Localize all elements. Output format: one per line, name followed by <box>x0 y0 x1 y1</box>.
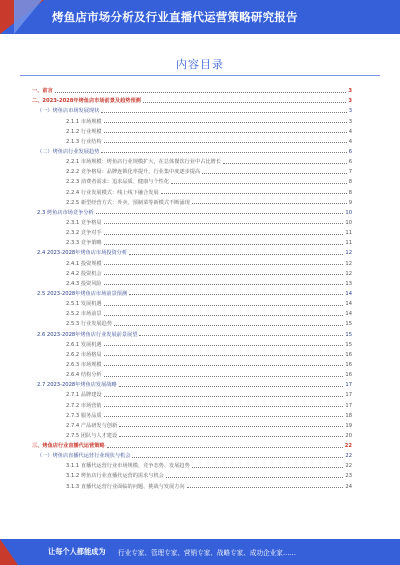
toc-entry[interactable] <box>32 94 352 104</box>
toc-entry[interactable] <box>32 348 352 358</box>
toc-entry-page: 8 <box>348 189 352 196</box>
toc-entry-page: 14 <box>345 311 352 318</box>
toc-entry-title: 2.7.4 产品研发与创新 <box>66 422 118 429</box>
toc-entry-title: 2.7.3 服务品质 <box>66 412 102 419</box>
toc-entry[interactable] <box>32 196 352 206</box>
toc-entry[interactable] <box>32 378 352 388</box>
toc-entry-title: 2.5.3 行业发展趋势 <box>66 321 112 328</box>
toc-entry[interactable] <box>32 84 352 94</box>
toc-leader-dots <box>104 223 344 224</box>
toc-leader-dots <box>129 294 343 295</box>
toc-entry-title: 2.6.1 发展机遇 <box>66 341 102 348</box>
toc-leader-dots <box>104 264 344 265</box>
toc-entry[interactable] <box>32 479 352 489</box>
toc-entry-title: 2.3 烤鱼店市场竞争分析 <box>37 209 94 216</box>
toc-entry-page: 3 <box>348 98 352 105</box>
toc-leader-dots <box>187 487 344 488</box>
toc-entry[interactable] <box>32 297 352 307</box>
toc-entry-page: 13 <box>345 280 352 287</box>
toc-entry[interactable] <box>32 409 352 419</box>
toc-entry-page: 12 <box>345 250 352 257</box>
toc-leader-dots <box>104 234 344 235</box>
toc-entry-title: 2.7.5 团队与人才建设 <box>66 432 118 439</box>
toc-leader-dots <box>104 406 344 407</box>
toc-entry[interactable] <box>32 267 352 277</box>
toc-leader-dots <box>55 92 347 93</box>
toc-entry-page: 24 <box>345 483 352 490</box>
toc-entry[interactable] <box>32 226 352 236</box>
toc-entry-title: 二、2023-2028年烤鱼店市场前景及趋势预测 <box>32 98 141 105</box>
toc-entry[interactable] <box>32 368 352 378</box>
toc-entry-title: 3.1.2 烤鱼店行业直播代运营的需求与机会 <box>66 473 164 480</box>
toc-leader-dots <box>104 355 344 356</box>
toc-entry-title: 2.5 2023-2028年烤鱼店市场前景预测 <box>37 290 128 297</box>
toc-entry-title: 2.3.3 竞争策略 <box>66 240 102 247</box>
toc-leader-dots <box>143 102 347 103</box>
toc-entry-title: 三、烤鱼店行业直播代运营策略 <box>32 443 105 450</box>
toc-leader-dots <box>104 274 344 275</box>
toc-leader-dots <box>161 193 347 194</box>
toc-entry-title: 2.2.5 新型经营方式：外卖、预制菜等新模式不断涌现 <box>66 199 190 206</box>
toc-entry[interactable] <box>32 114 352 124</box>
toc-entry[interactable] <box>32 449 352 459</box>
toc-entry-page: 16 <box>345 351 352 358</box>
toc-entry[interactable] <box>32 104 352 114</box>
toc-entry-page: 14 <box>345 301 352 308</box>
toc-entry-page: 7 <box>348 169 352 176</box>
toc-entry[interactable] <box>32 327 352 337</box>
toc-entry[interactable] <box>32 277 352 287</box>
toc-entry-page: 22 <box>345 453 352 460</box>
toc-entry-title: （一）烤鱼店直播代运营行业现状与机会 <box>37 453 131 460</box>
page-footer <box>0 539 400 565</box>
toc-entry[interactable] <box>32 145 352 155</box>
toc-entry[interactable] <box>32 439 352 449</box>
toc-entry-title: 2.2.3 消费者需求：追求品质、健康与个性化 <box>66 179 170 186</box>
toc-leader-dots <box>104 376 344 377</box>
toc-leader-dots <box>119 386 344 387</box>
toc-entry[interactable] <box>32 358 352 368</box>
toc-entry-page: 17 <box>345 382 352 389</box>
toc-entry-title: 3.1.3 直播代运营行业面临的问题、挑战与发展方向 <box>66 483 185 490</box>
footer-slogan: 让每个人都能成为 <box>48 547 106 556</box>
toc-leader-dots <box>119 426 343 427</box>
toc-entry-page: 11 <box>345 240 352 247</box>
toc-entry[interactable] <box>32 459 352 469</box>
toc-entry-page: 18 <box>345 412 352 419</box>
toc-entry-title: 2.2.2 竞争格局：品牌连锁化率提升，行业集中度逐步提高 <box>66 169 201 176</box>
toc-entry-title: （一）烤鱼店市场发展现状 <box>37 108 100 115</box>
toc-leader-dots <box>101 152 346 153</box>
toc-entry-page: 4 <box>348 138 352 145</box>
toc-entry[interactable] <box>32 256 352 266</box>
toc-entry-page: 16 <box>345 361 352 368</box>
toc-leader-dots <box>166 477 344 478</box>
report-header <box>0 0 400 34</box>
toc-entry[interactable] <box>32 206 352 216</box>
toc-entry[interactable] <box>32 246 352 256</box>
toc-entry-title: 2.2.4 行业发展模式：线上线下融合发展 <box>66 189 159 196</box>
toc-entry-title: 2.7.2 市场营销 <box>66 402 102 409</box>
toc-entry-page: 6 <box>348 159 352 166</box>
toc-entry-title: 2.6.3 市场规模 <box>66 361 102 368</box>
toc-leader-dots <box>104 305 344 306</box>
header-light-accent <box>14 0 42 34</box>
toc-entry-title: （二）烤鱼店行业发展趋势 <box>37 148 100 155</box>
toc-entry-page: 10 <box>345 209 352 216</box>
toc-entry-page: 12 <box>345 270 352 277</box>
toc-leader-dots <box>114 325 343 326</box>
toc-heading: 内容目录 <box>176 58 224 71</box>
toc-entry-page: 11 <box>345 230 352 237</box>
toc-entry-page: 10 <box>345 219 352 226</box>
toc-leader-dots <box>132 457 343 458</box>
toc-entry[interactable] <box>32 429 352 439</box>
toc-entry-page: 15 <box>345 331 352 338</box>
toc-leader-dots <box>104 345 344 346</box>
toc-entry[interactable] <box>32 125 352 135</box>
report-title: 烤鱼店市场分析及行业直播代运营策略研究报告 <box>52 10 298 24</box>
toc-entry-page: 23 <box>345 473 352 480</box>
toc-entry-page: 22 <box>344 443 352 450</box>
toc-entry-page: 6 <box>348 148 352 155</box>
toc-leader-dots <box>101 112 346 113</box>
toc-leader-dots <box>107 447 343 448</box>
toc-entry-page: 3 <box>348 88 352 95</box>
toc-entry-page: 15 <box>345 321 352 328</box>
toc-entry-title: 一、前言 <box>32 88 53 95</box>
toc-entry[interactable] <box>32 388 352 398</box>
toc-entry-page: 3 <box>348 108 352 115</box>
toc-entry[interactable] <box>32 338 352 348</box>
toc-divider <box>20 75 380 76</box>
toc-leader-dots <box>104 132 347 133</box>
toc-entry-title: 2.4 2023-2028年烤鱼店市场投资分析 <box>37 250 128 257</box>
table-of-contents <box>32 84 352 490</box>
toc-entry-page: 19 <box>345 422 352 429</box>
toc-leader-dots <box>223 163 347 164</box>
toc-entry-page: 17 <box>345 402 352 409</box>
toc-leader-dots <box>104 142 347 143</box>
toc-entry[interactable] <box>32 155 352 165</box>
toc-entry-title: 2.4.2 投资机会 <box>66 270 102 277</box>
toc-entry-title: 2.6.2 市场格局 <box>66 351 102 358</box>
toc-entry-title: 2.4.1 投资规模 <box>66 260 102 267</box>
toc-entry[interactable] <box>32 469 352 479</box>
toc-entry-title: 2.6.4 结构分析 <box>66 372 102 379</box>
toc-entry-title: 2.1.2 行业规模 <box>66 128 102 135</box>
toc-entry-page: 17 <box>345 392 352 399</box>
toc-entry-title: 2.1.3 行业结构 <box>66 138 102 145</box>
footer-red-accent <box>0 539 18 565</box>
toc-entry-title: 2.2.1 市场规模：烤鱼店行业规模扩大，在总体餐饮行业中占比增长 <box>66 159 221 166</box>
toc-entry-page: 8 <box>348 179 352 186</box>
toc-entry-title: 2.7.1 品牌建设 <box>66 392 102 399</box>
toc-leader-dots <box>104 122 347 123</box>
toc-leader-dots <box>104 396 344 397</box>
toc-entry-page: 15 <box>345 341 352 348</box>
toc-entry-page: 22 <box>345 463 352 470</box>
toc-leader-dots <box>104 315 344 316</box>
toc-entry-page: 4 <box>348 128 352 135</box>
toc-leader-dots <box>192 467 344 468</box>
toc-leader-dots <box>104 365 344 366</box>
toc-entry-title: 2.5.2 市场前景 <box>66 311 102 318</box>
toc-entry[interactable] <box>32 185 352 195</box>
toc-entry[interactable] <box>32 287 352 297</box>
toc-entry[interactable] <box>32 236 352 246</box>
toc-entry[interactable] <box>32 398 352 408</box>
toc-entry-title: 2.5.1 发展机遇 <box>66 301 102 308</box>
toc-leader-dots <box>192 203 347 204</box>
toc-leader-dots <box>96 213 344 214</box>
toc-entry-title: 2.6 2023-2028年烤鱼店行业发展前景展望 <box>37 331 138 338</box>
toc-entry-title: 2.1.1 市场规模 <box>66 118 102 125</box>
toc-entry-title: 3.1.1 直播代运营行业市场规模、竞争态势、发展趋势 <box>66 463 190 470</box>
toc-entry-page: 12 <box>345 260 352 267</box>
toc-entry-title: 2.7 2023-2028年烤鱼店发展战略 <box>37 382 117 389</box>
toc-entry-title: 2.4.3 投资风险 <box>66 280 102 287</box>
toc-entry[interactable] <box>32 175 352 185</box>
toc-entry-page: 3 <box>348 118 352 125</box>
toc-entry[interactable] <box>32 165 352 175</box>
toc-entry[interactable] <box>32 419 352 429</box>
toc-entry[interactable] <box>32 317 352 327</box>
toc-leader-dots <box>139 335 343 336</box>
toc-entry-page: 14 <box>345 290 352 297</box>
toc-leader-dots <box>104 244 344 245</box>
footer-expert-list: 行业专家、管理专家、营销专家、战略专家、成功企业家…… <box>118 549 297 557</box>
toc-entry[interactable] <box>32 307 352 317</box>
toc-leader-dots <box>119 436 343 437</box>
toc-leader-dots <box>104 416 344 417</box>
toc-entry-title: 2.3.2 竞争对手 <box>66 230 102 237</box>
toc-entry-page: 9 <box>348 199 352 206</box>
toc-entry-page: 20 <box>345 432 352 439</box>
toc-entry[interactable] <box>32 135 352 145</box>
toc-leader-dots <box>171 183 347 184</box>
toc-entry[interactable] <box>32 216 352 226</box>
toc-leader-dots <box>202 173 347 174</box>
toc-leader-dots <box>129 254 343 255</box>
toc-entry-page: 16 <box>345 372 352 379</box>
toc-leader-dots <box>104 284 344 285</box>
toc-entry-title: 2.3.1 竞争格局 <box>66 219 102 226</box>
